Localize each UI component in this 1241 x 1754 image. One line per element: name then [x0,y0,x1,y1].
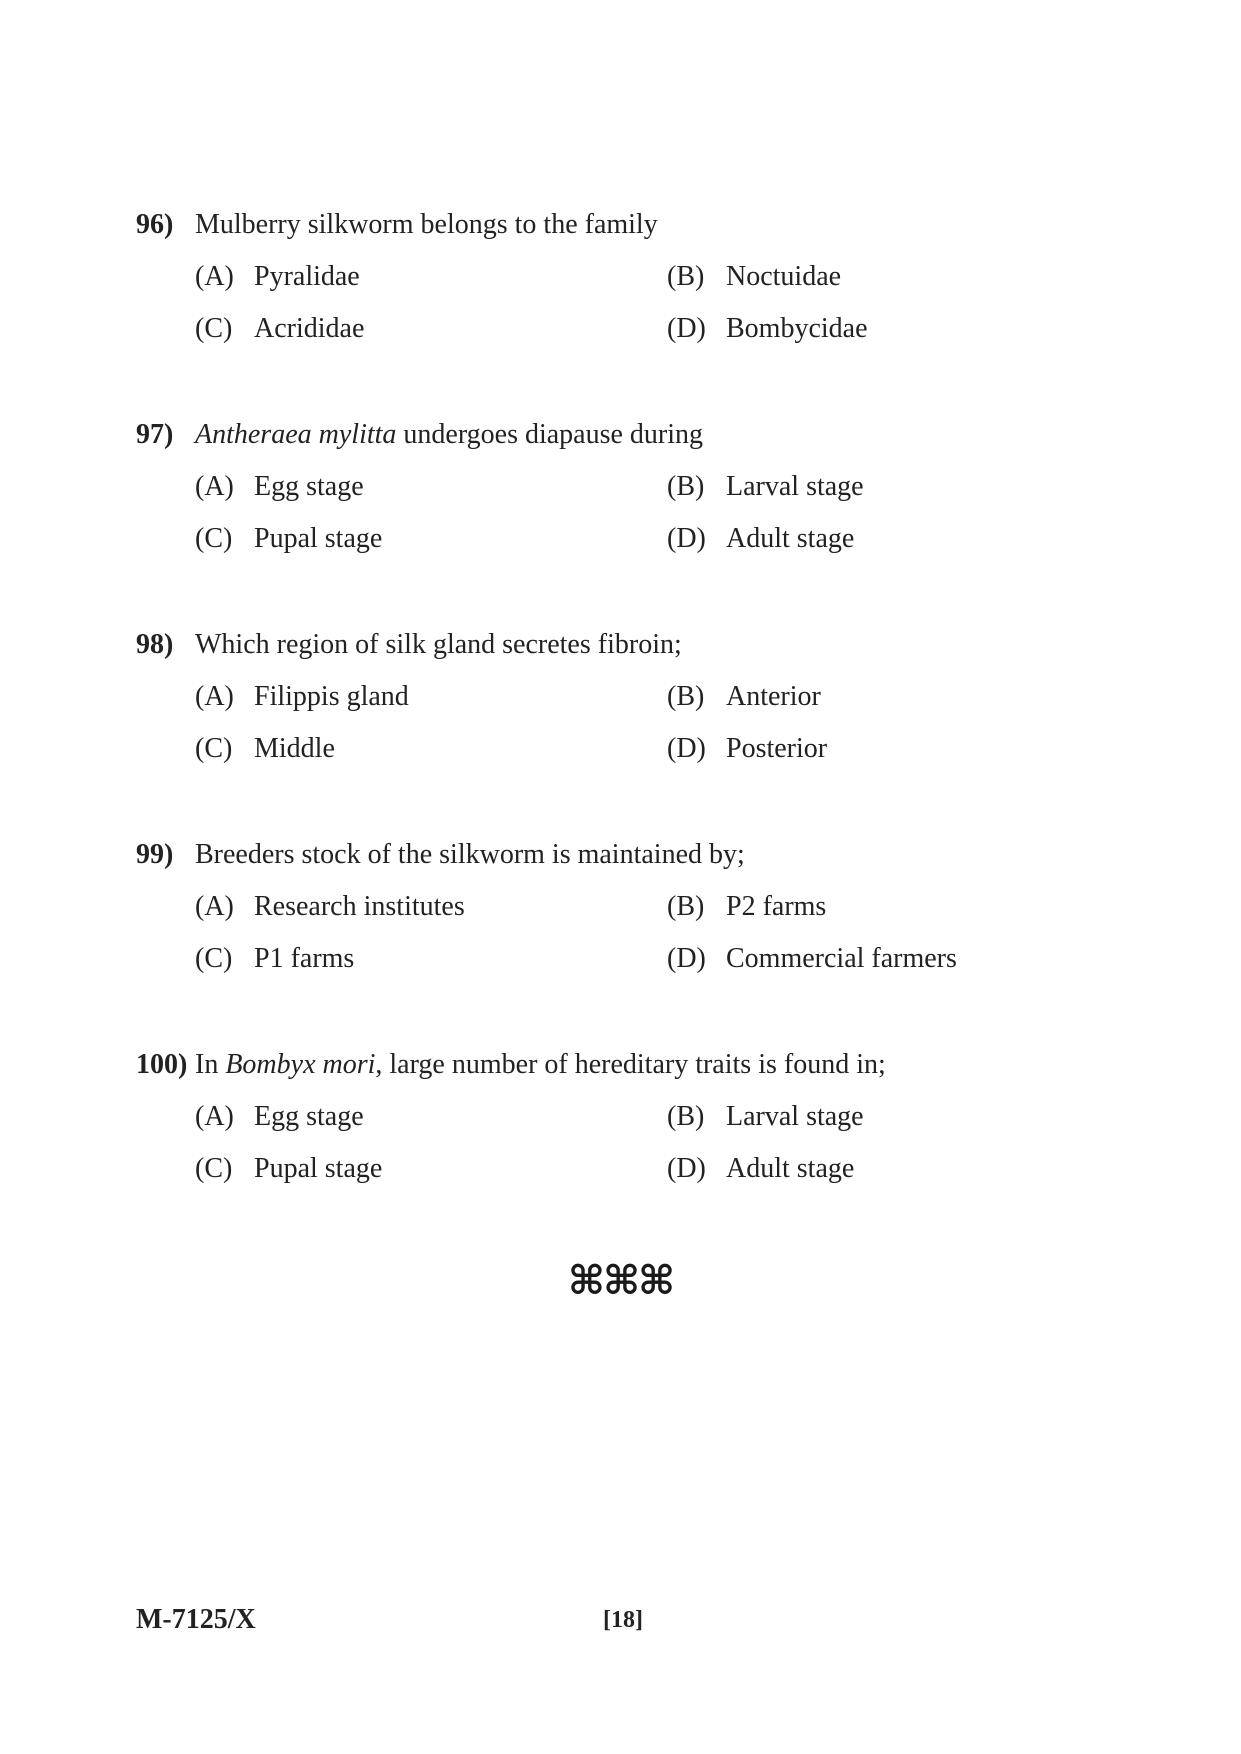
question-stem [136,625,1136,665]
question-text: Breeders stock of the silkworm is maintained by; [195,839,745,870]
options-row [136,467,1136,507]
page-number: [18] [603,1607,643,1633]
options-row [136,1097,1136,1137]
options-row [136,519,1136,559]
question-97 [136,415,1136,559]
question-number: 100) [136,1049,188,1080]
options-row [136,677,1136,717]
option-b: (B) Anterior [667,681,821,712]
option-d: (D) Bombycidae [667,313,868,344]
question-stem [136,205,1136,245]
option-c: (C) Acrididae [195,313,365,344]
option-b: (B) Noctuidae [667,261,842,292]
paper-code: M-7125/X [136,1604,256,1635]
options-row [136,729,1136,769]
option-c: (C) Pupal stage [195,1153,383,1184]
question-99 [136,835,1136,979]
question-number: 96) [136,209,174,240]
end-ornament: ⌘⌘⌘ [567,1258,674,1304]
question-96 [136,205,1136,349]
option-a: (A) Research institutes [195,891,465,922]
option-a: (A) Egg stage [195,1101,364,1132]
option-a: (A) Filippis gland [195,681,409,712]
question-number: 98) [136,629,174,660]
option-d: (D) Adult stage [667,1153,855,1184]
option-d: (D) Commercial farmers [667,943,957,974]
question-stem [136,835,1136,875]
option-c: (C) Middle [195,733,335,764]
option-c: (C) Pupal stage [195,523,383,554]
question-stem [136,1045,1136,1085]
question-text: Which region of silk gland secretes fibroin; [195,629,682,660]
option-c: (C) P1 farms [195,943,355,974]
option-a: (A) Egg stage [195,471,364,502]
options-row [136,257,1136,297]
question-text: Antheraea mylitta undergoes diapause during [195,419,704,450]
question-100 [136,1045,1136,1189]
question-stem [136,415,1136,455]
option-a: (A) Pyralidae [195,261,360,292]
options-row [136,309,1136,349]
options-row [136,939,1136,979]
option-d: (D) Posterior [667,733,828,764]
question-text: In Bombyx mori, large number of hereditary traits is found in; [195,1049,886,1080]
question-number: 99) [136,839,174,870]
question-number: 97) [136,419,174,450]
option-b: (B) Larval stage [667,471,864,502]
option-b: (B) Larval stage [667,1101,864,1132]
options-row [136,887,1136,927]
option-b: (B) P2 farms [667,891,827,922]
option-d: (D) Adult stage [667,523,855,554]
question-text: Mulberry silkworm belongs to the family [195,209,658,240]
question-98 [136,625,1136,769]
options-row [136,1149,1136,1189]
